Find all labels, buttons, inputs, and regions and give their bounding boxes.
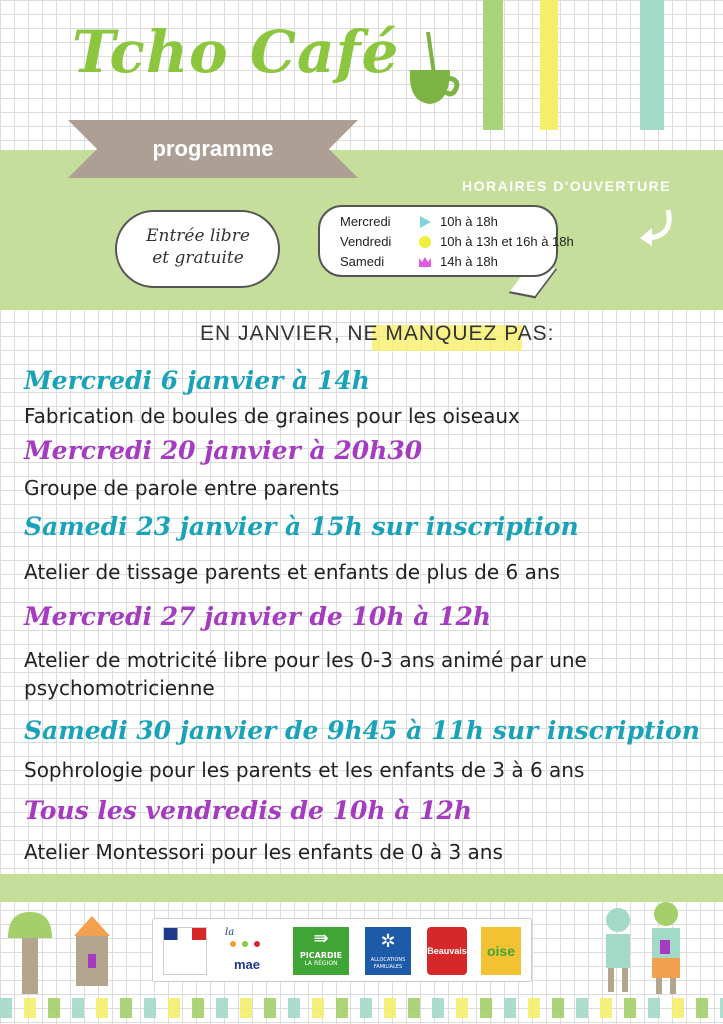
top-stripe-teal <box>640 0 664 130</box>
mae-logo-text: mae <box>233 957 261 972</box>
event-title: Samedi 30 janvier de 9h45 à 11h sur inscription <box>24 716 700 745</box>
crown-icon <box>418 255 432 269</box>
entry-line-2: et gratuite <box>152 248 244 268</box>
child-figure-icon <box>598 906 638 996</box>
footer-band <box>0 874 723 902</box>
hours-day: Samedi <box>340 254 385 269</box>
curved-arrow-icon <box>636 206 678 248</box>
caf-logo-mark: ✲ <box>380 931 396 952</box>
partner-logos <box>152 918 532 982</box>
house-icon <box>72 914 112 994</box>
event-description: Atelier de motricité libre pour les 0-3 ans animé par une psychomotricienne <box>24 648 587 700</box>
event-title: Samedi 23 janvier à 15h sur inscription <box>24 512 579 541</box>
event-title: Tous les vendredis de 10h à 12h <box>24 796 473 825</box>
top-stripe-green <box>483 0 503 130</box>
page-title: Tcho Café <box>72 18 400 86</box>
event-description: Atelier Montessori pour les enfants de 0 à 3 ans <box>24 840 503 864</box>
picardie-logo-text: PICARDIE <box>299 951 343 960</box>
prefecture-logo <box>163 927 207 975</box>
triangle-icon <box>418 215 432 229</box>
hours-time: 10h à 13h et 16h à 18h <box>440 234 574 249</box>
caf-logo-text: ALLOCATIONS FAMILIALES <box>370 957 406 970</box>
oise-logo <box>481 927 521 975</box>
event-description: Groupe de parole entre parents <box>24 476 340 500</box>
programme-label: programme <box>152 136 274 161</box>
beauvais-logo-text: Beauvais <box>427 946 467 956</box>
bottom-stripes <box>0 998 723 1018</box>
mae-logo <box>225 927 269 975</box>
event-title: Mercredi 27 janvier de 10h à 12h <box>24 602 492 631</box>
hours-day: Mercredi <box>340 214 391 229</box>
picardie-logo <box>293 927 349 975</box>
event-title: Mercredi 6 janvier à 14h <box>24 366 370 395</box>
hours-day: Vendredi <box>340 234 392 249</box>
mae-logo-la: la <box>225 927 235 938</box>
event-title: Mercredi 20 janvier à 20h30 <box>24 436 423 465</box>
top-stripe-yellow <box>540 0 558 130</box>
adult-figure-icon <box>644 900 688 996</box>
coffee-cup-icon <box>398 30 468 110</box>
beauvais-logo <box>427 927 467 975</box>
event-description: Fabrication de boules de graines pour les oiseaux <box>24 404 520 428</box>
mushroom-icon <box>4 908 56 998</box>
hours-heading: HORAIRES D'OUVERTURE <box>462 178 672 194</box>
program-heading: EN JANVIER, NE MANQUEZ PAS: <box>200 322 555 345</box>
picardie-logo-sub: LA RÉGION <box>304 960 338 967</box>
oise-logo-text: oise <box>486 943 515 959</box>
picardie-logo-mark: ⇛ <box>313 928 329 949</box>
kids-icon <box>225 939 269 953</box>
entry-text <box>118 225 278 269</box>
entry-line-1: Entrée libre <box>146 226 250 246</box>
hours-time: 14h à 18h <box>440 254 498 269</box>
hours-time: 10h à 18h <box>440 214 498 229</box>
event-description: Sophrologie pour les parents et les enfants de 3 à 6 ans <box>24 758 585 782</box>
caf-logo <box>365 927 411 975</box>
event-description: Atelier de tissage parents et enfants de plus de 6 ans <box>24 560 560 584</box>
circle-icon <box>418 235 432 249</box>
